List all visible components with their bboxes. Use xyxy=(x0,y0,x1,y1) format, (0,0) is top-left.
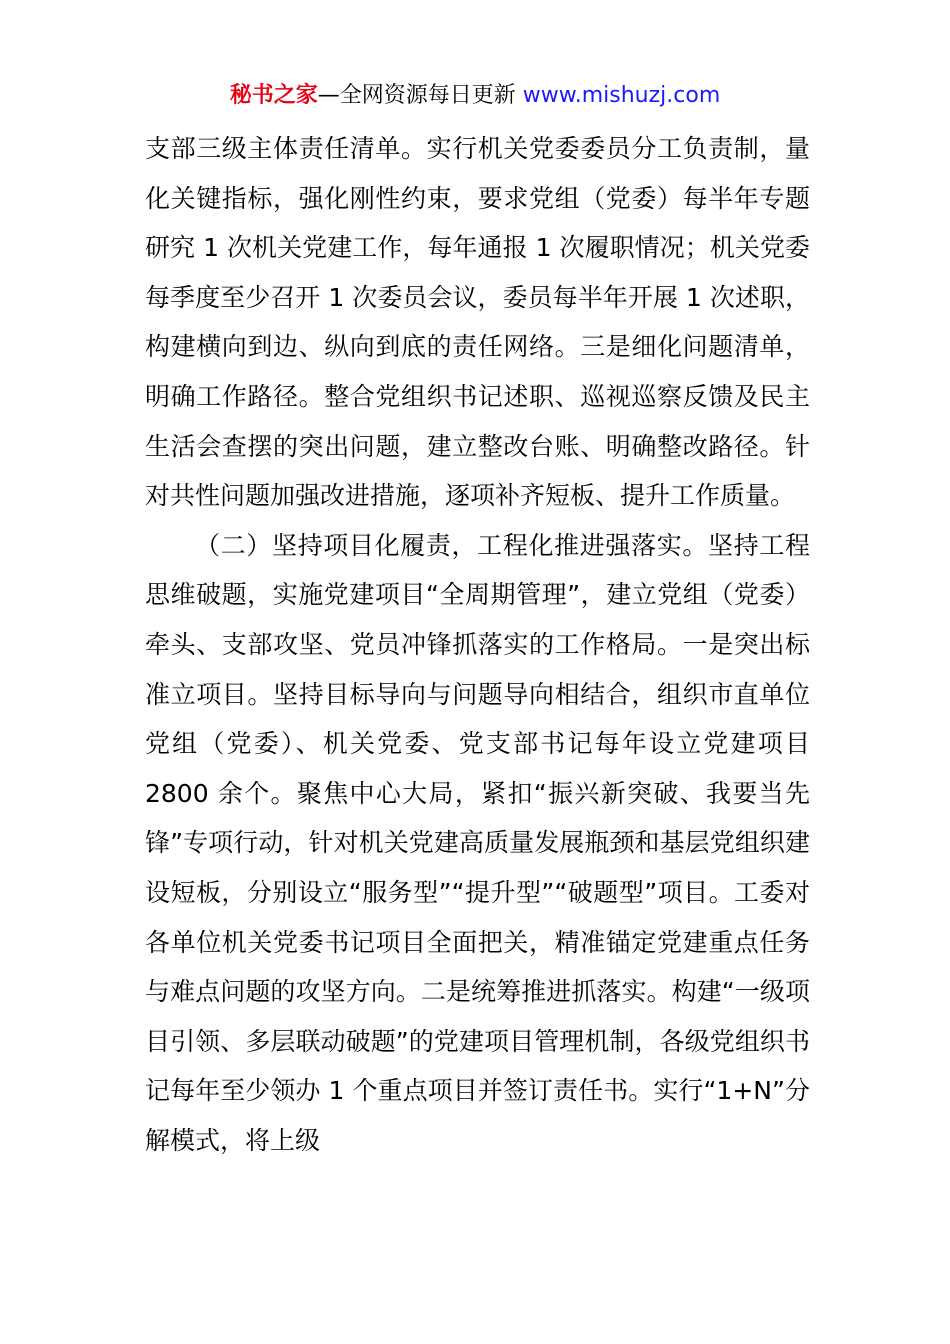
document-body xyxy=(145,124,810,1165)
site-header xyxy=(0,80,950,112)
paragraph-section-two: （二）坚持项目化履责，工程化推进强落实。坚持工程思维破题，实施党建项目“全周期管理”，建立党组（党委）牵头、支部攻坚、党员冲锋抓落实的工作格局。一是突出标准立项目。坚持目标导向与问题导向相结合，组织市直单位党组（党委）、机关党委、党支部书记每年设立党建项目 2800 余个。聚焦中心大局，紧扣“振兴新突破、我要当先锋”专项行动，针对机关党建高质量发展瓶颈和基层党组织建设短板，分别设立“服务型”“提升型”“破题型”项目。工委对各单位机关党委书记项目全面把关，精准锚定党建重点任务与难点问题的攻坚方向。二是统筹推进抓落实。构建“一级项目引领、多层联动破题”的党建项目管理机制，各级党组织书记每年至少领办 1 个重点项目并签订责任书。实行“1+N”分解模式，将上级 xyxy=(145,530,810,1155)
site-url-link[interactable]: www.mishuzj.com xyxy=(522,83,721,108)
site-brand: 秘书之家 xyxy=(229,83,318,108)
paragraph-continuation: 支部三级主体责任清单。实行机关党委委员分工负责制，量化关键指标，强化刚性约束，要求党组（党委）每半年专题研究 1 次机关党建工作，每年通报 1 次履职情况；机关党委每季度至少召开 1 次委员会议，委员每半年开展 1 次述职，构建横向到边、纵向到底的责任网络。三是细化问题清单，明确工作路径。整合党组织书记述职、巡视巡察反馈及民主生活会查摆的突出问题，建立整改台账、明确整改路径。针对共性问题加强改进措施，逐项补齐短板、提升工作质量。 xyxy=(145,134,810,511)
site-tagline: —全网资源每日更新 xyxy=(317,83,516,108)
